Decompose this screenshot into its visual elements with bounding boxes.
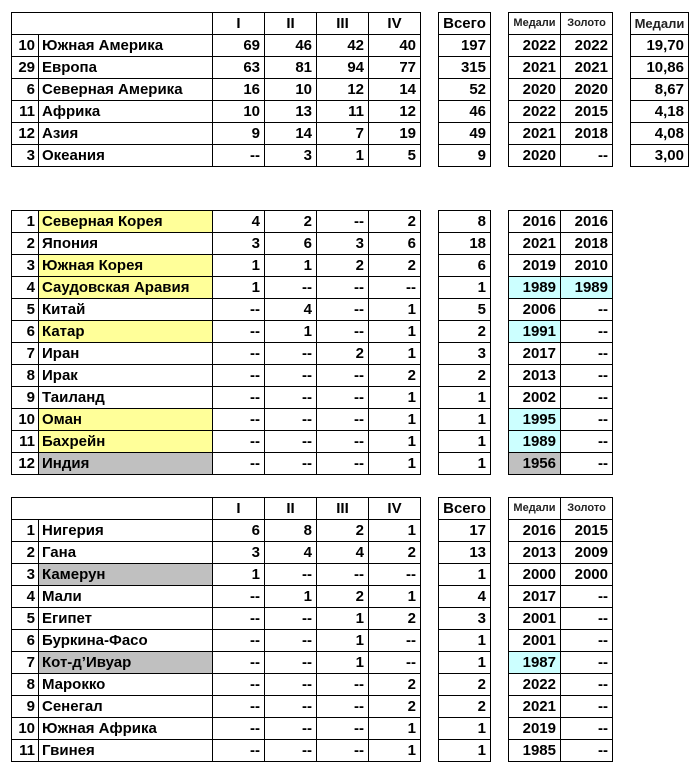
row-name: Таиланд	[38, 386, 213, 409]
row-number: 2	[11, 541, 39, 564]
header-gold: Золото	[560, 497, 613, 520]
cell-total: 1	[438, 430, 491, 453]
cell-q4: 1	[368, 342, 421, 365]
cell-q3: 2	[316, 585, 369, 608]
cell-medals-year: 1956	[508, 452, 561, 475]
cell-q4: --	[368, 276, 421, 299]
row-number: 11	[11, 739, 39, 762]
row-number: 9	[11, 695, 39, 718]
cell-q1: 6	[212, 519, 265, 542]
cell-q3: --	[316, 364, 369, 387]
cell-q3: --	[316, 452, 369, 475]
cell-q1: 1	[212, 254, 265, 277]
cell-total: 3	[438, 342, 491, 365]
cell-medals-year: 2006	[508, 298, 561, 321]
cell-q1: --	[212, 386, 265, 409]
cell-q4: 1	[368, 320, 421, 343]
row-name: Мали	[38, 585, 213, 608]
cell-q4: 1	[368, 585, 421, 608]
row-number: 5	[11, 298, 39, 321]
row-name: Египет	[38, 607, 213, 630]
row-number: 2	[11, 232, 39, 255]
cell-q1: 1	[212, 563, 265, 586]
cell-gold-year: 2021	[560, 56, 613, 79]
cell-q2: --	[264, 695, 317, 718]
cell-medals-year: 1991	[508, 320, 561, 343]
row-name: Кот-д’Ивуар	[38, 651, 213, 674]
row-number: 10	[11, 34, 39, 57]
cell-gold-year: --	[560, 629, 613, 652]
cell-q4: 1	[368, 298, 421, 321]
cell-q2: --	[264, 563, 317, 586]
header-gold: Золото	[560, 12, 613, 35]
cell-medals-year: 2017	[508, 342, 561, 365]
cell-total: 5	[438, 298, 491, 321]
row-number: 1	[11, 210, 39, 233]
cell-q4: 1	[368, 430, 421, 453]
row-name: Катар	[38, 320, 213, 343]
cell-q2: 3	[264, 144, 317, 167]
cell-q3: --	[316, 673, 369, 696]
cell-gold-year: --	[560, 717, 613, 740]
cell-avg-medals: 8,67	[630, 78, 689, 101]
cell-q2: --	[264, 408, 317, 431]
cell-q4: 1	[368, 717, 421, 740]
header-q3: III	[316, 497, 369, 520]
row-name: Китай	[38, 298, 213, 321]
cell-gold-year: --	[560, 585, 613, 608]
cell-q3: --	[316, 717, 369, 740]
cell-medals-year: 2001	[508, 607, 561, 630]
row-name: Оман	[38, 408, 213, 431]
cell-q2: 46	[264, 34, 317, 57]
row-number: 12	[11, 452, 39, 475]
cell-q2: --	[264, 276, 317, 299]
cell-q3: 7	[316, 122, 369, 145]
cell-medals-year: 2016	[508, 210, 561, 233]
cell-q3: 11	[316, 100, 369, 123]
cell-q1: --	[212, 452, 265, 475]
row-number: 4	[11, 585, 39, 608]
cell-q4: 2	[368, 607, 421, 630]
cell-medals-year: 2013	[508, 364, 561, 387]
cell-total: 315	[438, 56, 491, 79]
cell-q3: 94	[316, 56, 369, 79]
cell-q2: --	[264, 607, 317, 630]
cell-medals-year: 2001	[508, 629, 561, 652]
row-name: Гвинея	[38, 739, 213, 762]
header-medals: Медали	[508, 12, 561, 35]
header-total: Всего	[438, 497, 491, 520]
cell-q2: --	[264, 430, 317, 453]
row-name: Иран	[38, 342, 213, 365]
cell-q3: --	[316, 276, 369, 299]
cell-q2: 13	[264, 100, 317, 123]
cell-q1: 69	[212, 34, 265, 57]
header-total: Всего	[438, 12, 491, 35]
row-name: Ирак	[38, 364, 213, 387]
header-medals: Медали	[508, 497, 561, 520]
cell-q1: --	[212, 320, 265, 343]
row-number: 5	[11, 607, 39, 630]
cell-gold-year: --	[560, 386, 613, 409]
cell-gold-year: 2015	[560, 100, 613, 123]
cell-medals-year: 2021	[508, 122, 561, 145]
cell-q1: --	[212, 342, 265, 365]
cell-q2: 2	[264, 210, 317, 233]
cell-q2: --	[264, 717, 317, 740]
row-name: Япония	[38, 232, 213, 255]
header-q4: IV	[368, 497, 421, 520]
cell-total: 1	[438, 651, 491, 674]
cell-q2: 4	[264, 541, 317, 564]
cell-q1: --	[212, 364, 265, 387]
cell-q1: 63	[212, 56, 265, 79]
cell-q4: 19	[368, 122, 421, 145]
cell-total: 49	[438, 122, 491, 145]
cell-q2: --	[264, 673, 317, 696]
row-name: Азия	[38, 122, 213, 145]
cell-q4: 2	[368, 364, 421, 387]
cell-medals-year: 2021	[508, 56, 561, 79]
cell-q3: --	[316, 298, 369, 321]
cell-total: 4	[438, 585, 491, 608]
cell-q4: 2	[368, 541, 421, 564]
cell-gold-year: 1989	[560, 276, 613, 299]
cell-medals-year: 2022	[508, 100, 561, 123]
cell-total: 1	[438, 717, 491, 740]
cell-q1: --	[212, 607, 265, 630]
row-number: 1	[11, 519, 39, 542]
cell-gold-year: --	[560, 651, 613, 674]
cell-q2: --	[264, 452, 317, 475]
cell-q2: --	[264, 364, 317, 387]
cell-total: 1	[438, 629, 491, 652]
cell-gold-year: --	[560, 673, 613, 696]
row-name: Камерун	[38, 563, 213, 586]
cell-medals-year: 2021	[508, 232, 561, 255]
cell-medals-year: 1987	[508, 651, 561, 674]
cell-q4: --	[368, 651, 421, 674]
cell-q3: 2	[316, 254, 369, 277]
cell-medals-year: 2013	[508, 541, 561, 564]
row-number: 4	[11, 276, 39, 299]
cell-q3: 4	[316, 541, 369, 564]
cell-gold-year: --	[560, 408, 613, 431]
cell-gold-year: 2016	[560, 210, 613, 233]
cell-gold-year: 2018	[560, 122, 613, 145]
cell-q2: --	[264, 629, 317, 652]
cell-medals-year: 1989	[508, 276, 561, 299]
cell-q1: 4	[212, 210, 265, 233]
cell-gold-year: --	[560, 364, 613, 387]
cell-medals-year: 2022	[508, 34, 561, 57]
cell-total: 3	[438, 607, 491, 630]
row-name: Нигерия	[38, 519, 213, 542]
row-name: Бахрейн	[38, 430, 213, 453]
cell-gold-year: --	[560, 430, 613, 453]
cell-total: 46	[438, 100, 491, 123]
cell-medals-year: 2022	[508, 673, 561, 696]
header-q4: IV	[368, 12, 421, 35]
cell-q4: 14	[368, 78, 421, 101]
cell-q2: 8	[264, 519, 317, 542]
cell-q4: 2	[368, 695, 421, 718]
row-number: 6	[11, 320, 39, 343]
cell-q3: 2	[316, 519, 369, 542]
row-name: Европа	[38, 56, 213, 79]
row-name: Африка	[38, 100, 213, 123]
header-q2: II	[264, 497, 317, 520]
cell-q1: --	[212, 298, 265, 321]
row-name: Океания	[38, 144, 213, 167]
cell-q4: 2	[368, 210, 421, 233]
cell-q4: --	[368, 629, 421, 652]
cell-q1: 1	[212, 276, 265, 299]
cell-q4: 1	[368, 452, 421, 475]
cell-medals-year: 1989	[508, 430, 561, 453]
row-name: Индия	[38, 452, 213, 475]
row-number: 6	[11, 629, 39, 652]
row-name: Марокко	[38, 673, 213, 696]
cell-medals-year: 2020	[508, 144, 561, 167]
header-q2: II	[264, 12, 317, 35]
cell-gold-year: --	[560, 739, 613, 762]
cell-q4: 1	[368, 739, 421, 762]
row-name: Южная Корея	[38, 254, 213, 277]
row-name: Сенегал	[38, 695, 213, 718]
header-q3: III	[316, 12, 369, 35]
cell-medals-year: 2019	[508, 717, 561, 740]
row-name: Южная Америка	[38, 34, 213, 57]
cell-q1: 3	[212, 541, 265, 564]
cell-q2: 81	[264, 56, 317, 79]
cell-total: 6	[438, 254, 491, 277]
cell-q2: --	[264, 739, 317, 762]
cell-q4: 1	[368, 408, 421, 431]
cell-q4: 5	[368, 144, 421, 167]
cell-q1: --	[212, 144, 265, 167]
cell-q3: --	[316, 210, 369, 233]
row-name: Северная Корея	[38, 210, 213, 233]
row-number: 7	[11, 342, 39, 365]
row-number: 7	[11, 651, 39, 674]
cell-q3: 12	[316, 78, 369, 101]
cell-total: 2	[438, 695, 491, 718]
cell-q4: --	[368, 563, 421, 586]
header-q1: I	[212, 497, 265, 520]
cell-medals-year: 2019	[508, 254, 561, 277]
cell-gold-year: --	[560, 452, 613, 475]
cell-medals-year: 2016	[508, 519, 561, 542]
cell-q2: 1	[264, 254, 317, 277]
cell-q2: 10	[264, 78, 317, 101]
cell-q2: --	[264, 651, 317, 674]
cell-medals-year: 1995	[508, 408, 561, 431]
cell-medals-year: 2017	[508, 585, 561, 608]
cell-total: 13	[438, 541, 491, 564]
cell-total: 1	[438, 386, 491, 409]
cell-gold-year: --	[560, 342, 613, 365]
cell-total: 8	[438, 210, 491, 233]
cell-medals-year: 2020	[508, 78, 561, 101]
row-number: 8	[11, 673, 39, 696]
cell-total: 2	[438, 320, 491, 343]
cell-q3: 3	[316, 232, 369, 255]
cell-gold-year: --	[560, 298, 613, 321]
cell-medals-year: 1985	[508, 739, 561, 762]
cell-total: 1	[438, 739, 491, 762]
cell-q1: --	[212, 651, 265, 674]
cell-medals-year: 2002	[508, 386, 561, 409]
row-number: 8	[11, 364, 39, 387]
header-blank-cell	[11, 12, 213, 35]
cell-q2: 6	[264, 232, 317, 255]
row-name: Южная Африка	[38, 717, 213, 740]
cell-q2: 1	[264, 320, 317, 343]
cell-q1: --	[212, 739, 265, 762]
cell-q3: --	[316, 739, 369, 762]
cell-q4: 77	[368, 56, 421, 79]
cell-gold-year: --	[560, 695, 613, 718]
cell-q2: 4	[264, 298, 317, 321]
cell-total: 17	[438, 519, 491, 542]
cell-gold-year: --	[560, 144, 613, 167]
cell-q3: --	[316, 563, 369, 586]
cell-q3: --	[316, 695, 369, 718]
cell-total: 1	[438, 452, 491, 475]
cell-q2: 1	[264, 585, 317, 608]
cell-gold-year: 2000	[560, 563, 613, 586]
cell-q3: --	[316, 386, 369, 409]
cell-gold-year: 2009	[560, 541, 613, 564]
cell-total: 52	[438, 78, 491, 101]
cell-avg-medals: 4,08	[630, 122, 689, 145]
cell-q3: 42	[316, 34, 369, 57]
cell-q3: --	[316, 430, 369, 453]
cell-q4: 1	[368, 386, 421, 409]
cell-medals-year: 2000	[508, 563, 561, 586]
cell-gold-year: 2010	[560, 254, 613, 277]
cell-q3: 2	[316, 342, 369, 365]
header-blank-cell	[11, 497, 213, 520]
cell-avg-medals: 4,18	[630, 100, 689, 123]
row-number: 3	[11, 254, 39, 277]
cell-q1: 3	[212, 232, 265, 255]
cell-avg-medals: 19,70	[630, 34, 689, 57]
cell-q4: 2	[368, 254, 421, 277]
cell-medals-year: 2021	[508, 695, 561, 718]
cell-avg-medals: 3,00	[630, 144, 689, 167]
cell-q3: 1	[316, 651, 369, 674]
header-avg-medals: Медали	[630, 12, 689, 35]
row-name: Северная Америка	[38, 78, 213, 101]
row-number: 6	[11, 78, 39, 101]
cell-q1: --	[212, 717, 265, 740]
cell-total: 9	[438, 144, 491, 167]
cell-q1: 9	[212, 122, 265, 145]
cell-total: 2	[438, 364, 491, 387]
cell-q1: --	[212, 430, 265, 453]
cell-q4: 40	[368, 34, 421, 57]
header-q1: I	[212, 12, 265, 35]
cell-gold-year: --	[560, 607, 613, 630]
cell-total: 1	[438, 276, 491, 299]
cell-q1: 16	[212, 78, 265, 101]
row-number: 11	[11, 100, 39, 123]
cell-q1: --	[212, 585, 265, 608]
row-number: 3	[11, 144, 39, 167]
cell-q4: 6	[368, 232, 421, 255]
cell-gold-year: 2020	[560, 78, 613, 101]
row-number: 12	[11, 122, 39, 145]
cell-q2: 14	[264, 122, 317, 145]
cell-gold-year: 2015	[560, 519, 613, 542]
row-name: Саудовская Аравия	[38, 276, 213, 299]
cell-q1: --	[212, 673, 265, 696]
cell-q2: --	[264, 342, 317, 365]
row-name: Буркина-Фасо	[38, 629, 213, 652]
cell-q4: 2	[368, 673, 421, 696]
cell-q1: --	[212, 629, 265, 652]
cell-q3: --	[316, 408, 369, 431]
cell-q3: 1	[316, 144, 369, 167]
cell-gold-year: 2018	[560, 232, 613, 255]
cell-avg-medals: 10,86	[630, 56, 689, 79]
cell-q1: 10	[212, 100, 265, 123]
row-number: 29	[11, 56, 39, 79]
row-name: Гана	[38, 541, 213, 564]
cell-total: 18	[438, 232, 491, 255]
cell-q3: --	[316, 320, 369, 343]
cell-gold-year: 2022	[560, 34, 613, 57]
row-number: 9	[11, 386, 39, 409]
cell-total: 197	[438, 34, 491, 57]
cell-q1: --	[212, 695, 265, 718]
cell-total: 2	[438, 673, 491, 696]
cell-total: 1	[438, 563, 491, 586]
cell-q3: 1	[316, 607, 369, 630]
cell-q4: 1	[368, 519, 421, 542]
row-number: 10	[11, 408, 39, 431]
row-number: 3	[11, 563, 39, 586]
row-number: 11	[11, 430, 39, 453]
cell-q3: 1	[316, 629, 369, 652]
cell-q1: --	[212, 408, 265, 431]
cell-gold-year: --	[560, 320, 613, 343]
cell-total: 1	[438, 408, 491, 431]
row-number: 10	[11, 717, 39, 740]
cell-q2: --	[264, 386, 317, 409]
cell-q4: 12	[368, 100, 421, 123]
